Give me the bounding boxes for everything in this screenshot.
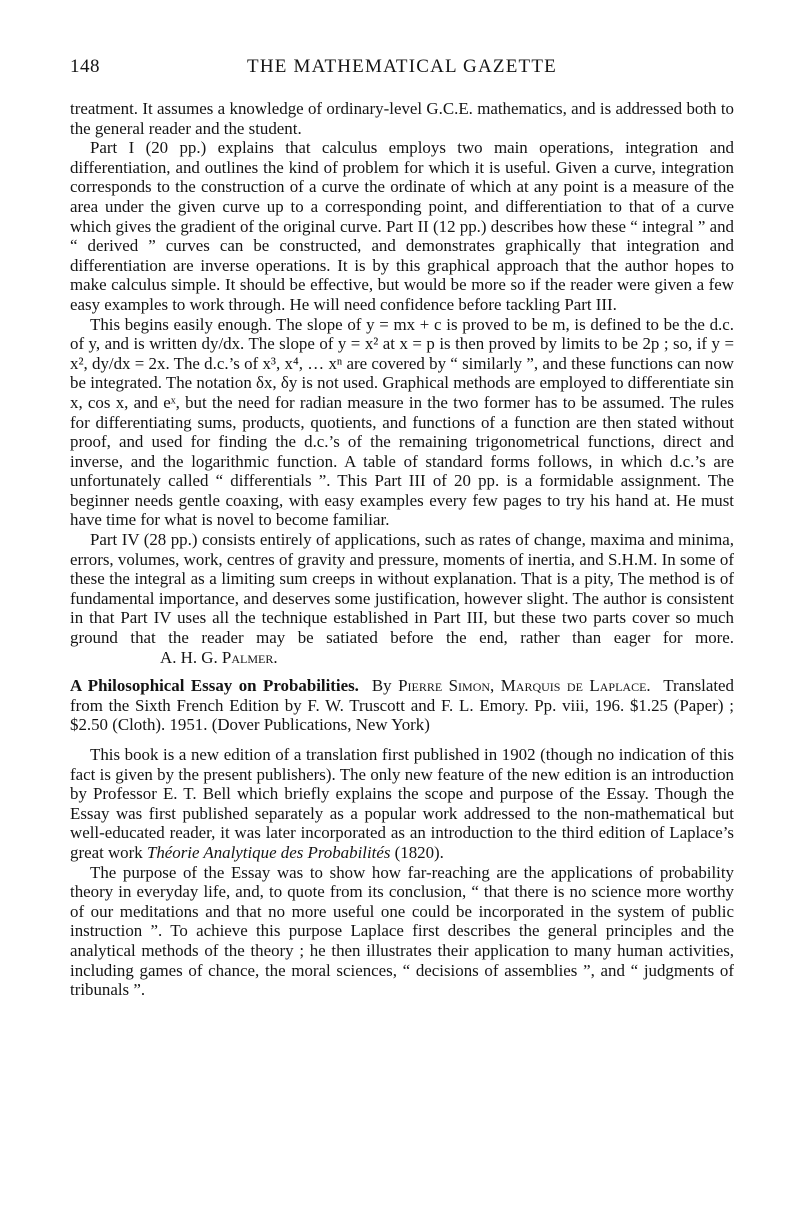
book-author: Pierre Simon, Marquis de Laplace. — [398, 676, 651, 696]
book-title: A Philosophical Essay on Probabilities. — [70, 676, 359, 696]
review2-paragraph-2: The purpose of the Essay was to show how far-reaching are the applications of probability theory in everyday life, and, to quote from its conclusion, “ that there is no science more worthy of our meditations and that no more useful one could be incorporated in the system of public instruction ”. To achieve this purpose Laplace first describes the general principles and the analytical methods of the theory ; he then illustrates their application to many human activities, including games of chance, the moral sciences, “ decisions of assemblies ”, and “ judgments of tribunals ”. — [70, 862, 734, 1000]
page-content — [70, 56, 734, 1000]
review1-paragraph-2: Part I (20 pp.) explains that calculus employs two main operations, integration and differentiation, and outlines the kind of problem for which it is useful. Given a curve, integration corresponds to the construction of a curve the ordinate of which at any point is a measure of the area under the given curve up to a corresponding point, and differentiation to that of a curve which gives the gradient of the original curve. Part II (12 pp.) describes how these “ integral ” and “ derived ” curves can be constructed, and demonstrates graphically that integration and differentiation are inverse operations. It is by this graphical approach that the author hopes to make calculus simple. It should be effective, but would be more so if the reader were given a few easy examples to work through. He will need confidence before tackling Part III. — [70, 138, 734, 314]
reviewer-signature: A. H. G. Palmer. — [160, 647, 278, 667]
review2-paragraph-1-end: (1820). — [394, 842, 444, 862]
review1-paragraph-3: This begins easily enough. The slope of y = mx + c is proved to be m, is defined to be the d.c. of y, and is written dy/dx. The slope of y = x² at x = p is then proved by limits to be 2p ; so, if y = x², dy/dx = 2x. The d.c.’s of x³, x⁴, … xⁿ are covered by “ similarly ”, and these functions can now be integrated. The notation δx, δy is not used. Graphical methods are employed to differentiate sin x, cos x, and eˣ, but the need for radian measure in the two former has to be assumed. The rules for differentiating sums, products, quotients, and functions of a function are then stated without proof, and used for finding the d.c.’s of the remaining trigonometrical functions, direct and inverse, and the logarithmic function. A table of standard forms follows, in which d.c.’s are unfortunately called “ differentials ”. This Part III of 20 pp. is a formidable assignment. The beginner needs gentle coaxing, with easy examples every few pages to try his hand at. He must have time for what is novel to become familiar. — [70, 314, 734, 530]
running-header — [70, 56, 734, 82]
review2-heading — [70, 676, 734, 735]
book-by: By — [371, 676, 392, 696]
page-number: 148 — [70, 56, 100, 77]
review1-paragraph-4-text: Part IV (28 pp.) consists entirely of applications, such as rates of change, maxima and minima, errors, volumes, work, centres of gravity and pressure, moments of inertia, and S.H.M. In some of these the integral as a limiting sum creeps in without explanation. That is a pity, The method is of fundamental importance, and deserves some justification, however slight. The author is consistent in that Part IV uses all the technique established in Part III, but these two parts cover so much ground that the reader may be satiated before the end, rather than eager for more. — [70, 530, 734, 648]
review1-paragraph-1: treatment. It assumes a knowledge of ordinary-level G.C.E. mathematics, and is addressed both to the general reader and the student. — [70, 99, 734, 138]
journal-title: THE MATHEMATICAL GAZETTE — [247, 56, 557, 77]
review1-paragraph-4 — [70, 530, 734, 667]
review2-paragraph-1-start: This book is a new edition of a translation first published in 1902 (though no indication of this fact is given by the present publishers). The only new feature of the new edition is an introduction by Professor E. T. Bell which briefly explains the scope and purpose of the Essay. Though the Essay was first published separately as a popular work addressed to the non-mathematical but well-educated reader, it was later incorporated as an introduction to the third edition of Laplace’s great work — [70, 745, 734, 862]
article-body — [70, 99, 734, 1000]
cited-work-title: Théorie Analytique des Probabilités — [146, 842, 391, 862]
book-details: Translated from the Sixth French Edition by F. W. Truscott and F. L. Emory. Pp. viii, 196. $1.25 (Paper) ; $2.50 (Cloth). 1951. (Dover Publications, New York) — [70, 676, 734, 735]
review2-paragraph-1 — [70, 745, 734, 863]
